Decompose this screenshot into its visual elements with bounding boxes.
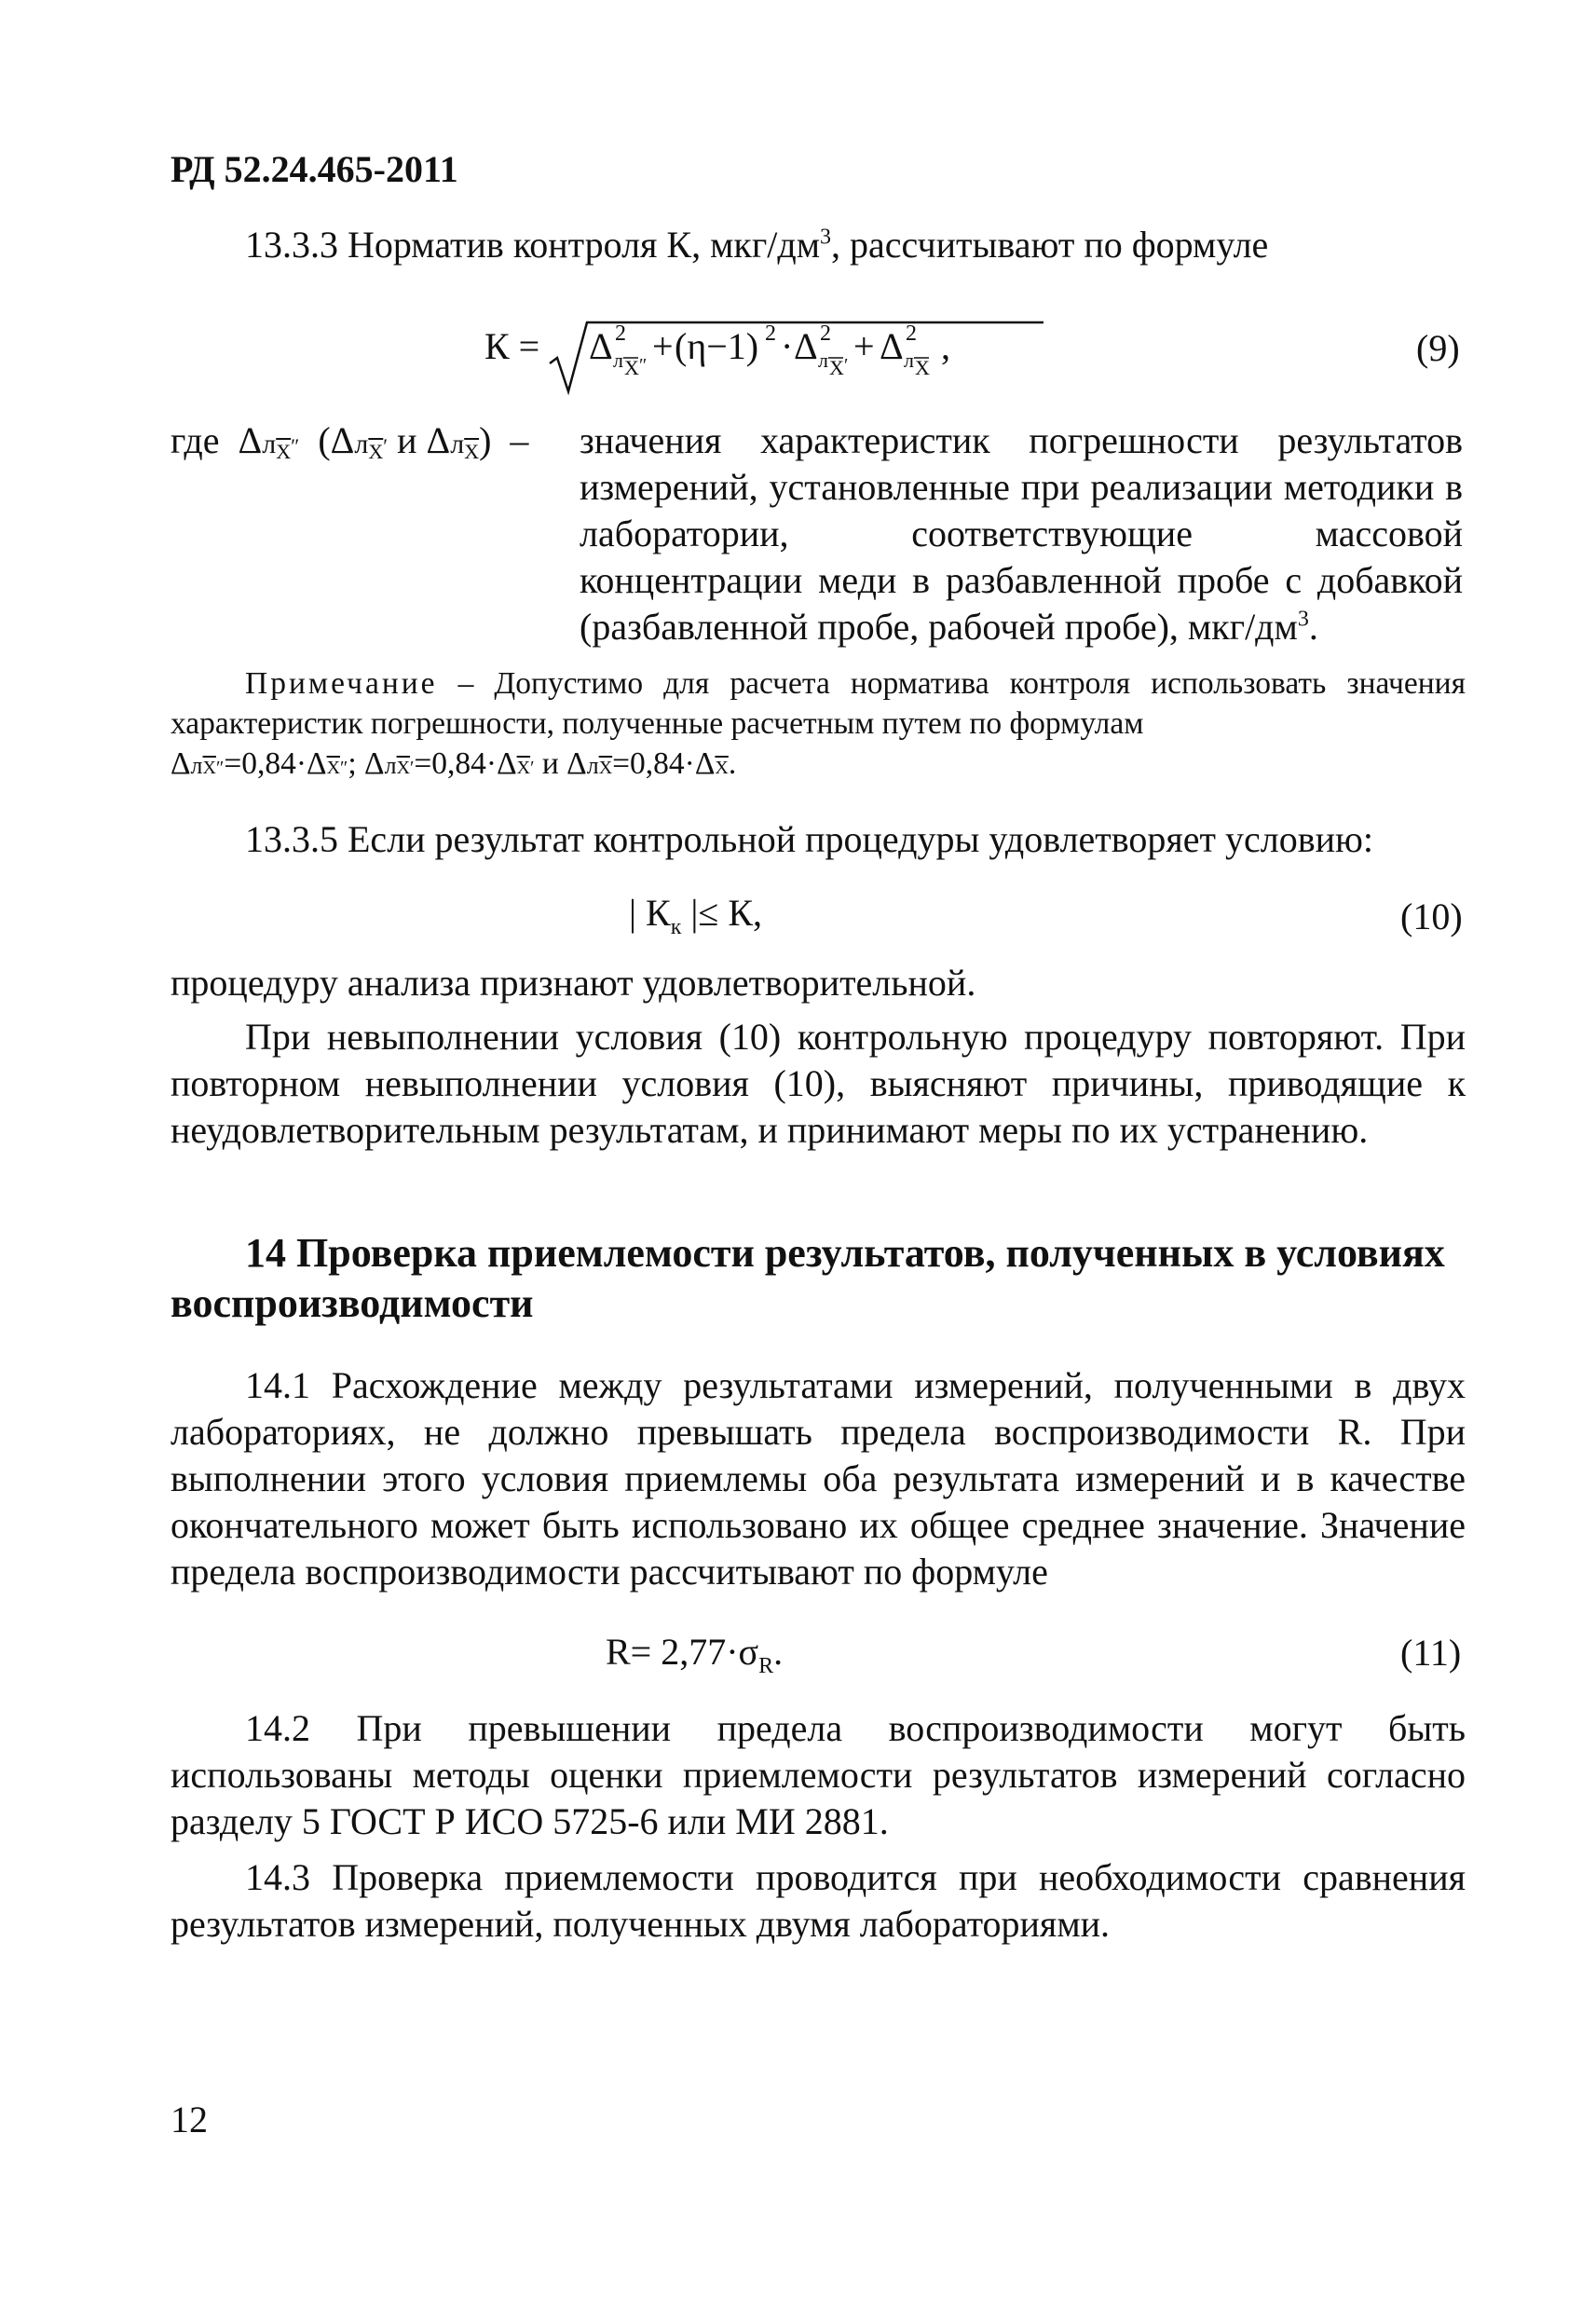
paragraph-13-3-3: 13.3.3 Норматив контроля К, мкг/$дм^3$, рассчитывают по формуле — [245, 224, 1269, 266]
f9-delta-2: Δ — [794, 325, 818, 367]
f9-subx-2: X — [829, 356, 844, 379]
where-definition: значения характеристик погрешности результатов измерений, установленные при реализации методики в лаборатории, соответствующие массовой концентрации меди в разбавленной пробе с добавкой (разбавленной пробе, рабочей пробе), мкг/$дм^3$. — [580, 419, 1463, 648]
f9-mark-1: ″ — [639, 355, 648, 376]
f9-delta-1: Δ — [589, 325, 613, 367]
f9-sq-3: 2 — [906, 321, 917, 346]
formula-9-lhs: К = — [484, 325, 540, 367]
formula-11: $R= 2,77\cdot\sigma_R$. — [606, 1631, 784, 1678]
f9-plus-1: + — [652, 325, 674, 367]
f9-subl-1: л — [613, 349, 623, 372]
where-symbols: где $\Delta л\overline{X}''$ ($\Delta л\overline{X}'$ и $\Delta л\overline{X}$) – — [171, 419, 529, 463]
equation-number-10: (10) — [1400, 896, 1463, 937]
f9-sq-2: 2 — [820, 321, 831, 346]
f9-sq-1: 2 — [615, 321, 626, 346]
document-code-header: РД 52.24.465-2011 — [171, 148, 458, 190]
f9-comma: , — [941, 325, 950, 367]
formula-9 — [484, 298, 1081, 410]
paragraph-repeat: При невыполнении условия (10) контрольную процедуру повторяют. При повторном невыполнении условия (10), выясняют причины, приводящие к неудовлетворительным результатам, и принимают меры по их устранению. — [171, 1016, 1466, 1151]
equation-number-11: (11) — [1400, 1632, 1462, 1674]
f9-eta: (η−1) — [675, 325, 759, 367]
paragraph-14-1: 14.1 Расхождение между результатами измерений, полученными в двух лабораториях, не должно превышать предела воспроизводимости R. При выполнении этого условия приемлемы оба результата измерений и в качестве окончательного может быть использовано их общее среднее значение. Значение предела воспроизводимости рассчитывают по формуле — [171, 1364, 1466, 1593]
page-number: 12 — [171, 2099, 208, 2140]
section-14-heading: 14 Проверка приемлемости результатов, полученных в условиях воспроизводимости — [171, 1230, 1445, 1326]
note-label: Примечание — [245, 666, 438, 701]
paragraph-accept: процедуру анализа признают удовлетворительной. — [171, 962, 976, 1004]
note-formulas: $\Delta л\overline{X}''=0,84\cdot\Delta\overline{X}''$; $\Delta л\overline{X}'=0,84\cdot\Delta\overline{X}'$ и $\Delta л\overline{X}=0,84\cdot\Delta\overline{X}$. — [171, 746, 737, 781]
note-block — [171, 663, 1466, 744]
f9-dot: · — [781, 325, 794, 367]
paragraph-14-3: 14.3 Проверка приемлемости проводится при необходимости сравнения результатов измерений, полученных двумя лабораториями. — [171, 1856, 1466, 1945]
paragraph-13-3-5: 13.3.5 Если результат контрольной процедуры удовлетворяет условию: — [245, 818, 1374, 860]
f9-subx-1: X — [624, 356, 639, 379]
f9-mark-2: ′ — [844, 355, 849, 376]
f9-subx-3: X — [915, 356, 930, 379]
note-text: – Допустимо для расчета норматива контроля использовать значения характеристик погрешности, полученные расчетным путем по формулам — [171, 666, 1466, 741]
f9-sq-eta: 2 — [765, 321, 776, 346]
f9-plus-2: + — [853, 325, 875, 367]
equation-number-9: (9) — [1416, 327, 1460, 369]
f9-subl-3: л — [904, 349, 914, 372]
f9-delta-3: Δ — [880, 325, 904, 367]
formula-10: | $К_к$ |≤ К, — [629, 892, 762, 939]
f9-subl-2: л — [818, 349, 828, 372]
paragraph-14-2: 14.2 При превышении предела воспроизводимости могут быть использованы методы оценки приемлемости результатов измерений согласно разделу 5 ГОСТ Р ИСО 5725-6 или МИ 2881. — [171, 1707, 1466, 1842]
